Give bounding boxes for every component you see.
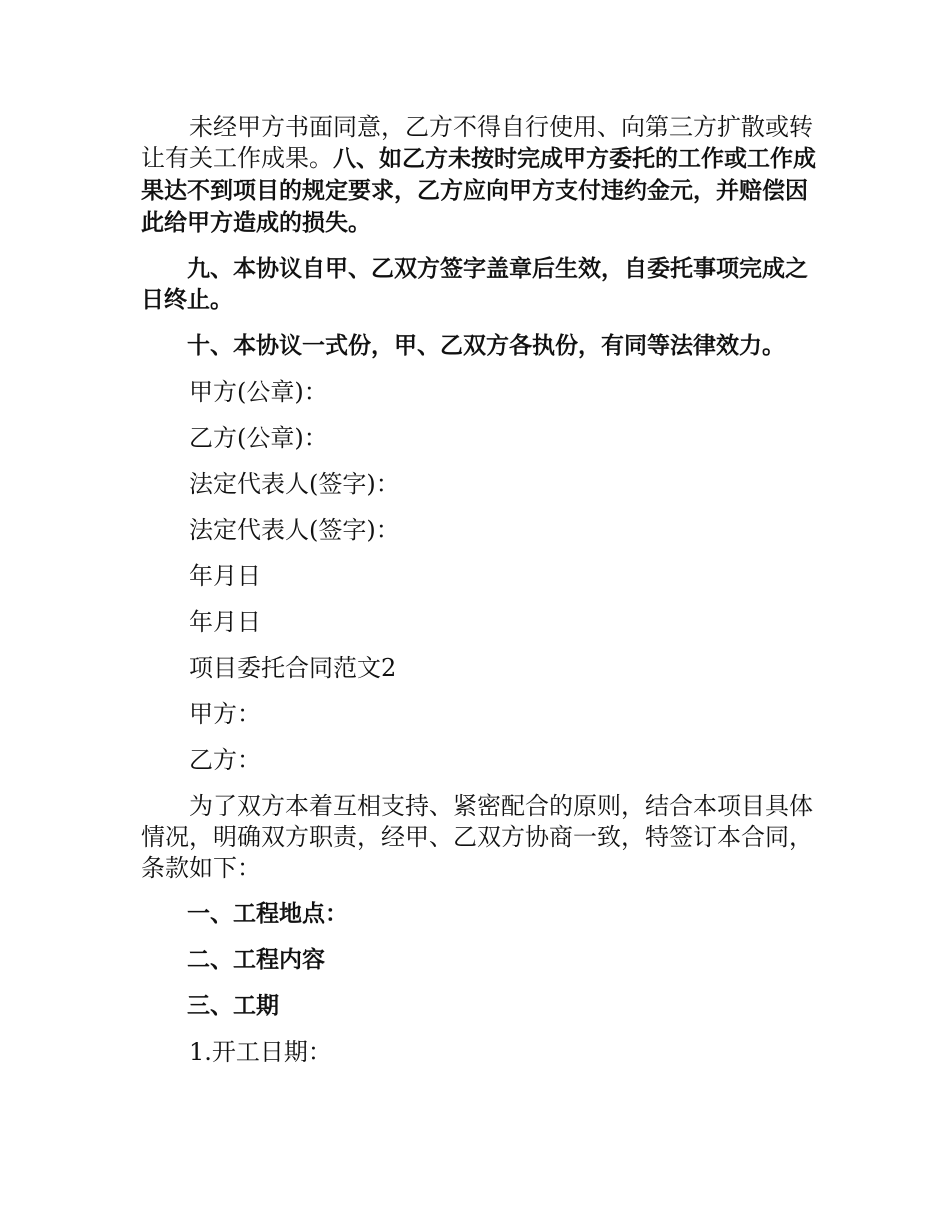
party-b-line: 乙方： bbox=[189, 746, 261, 774]
start-date-line: 1.开工日期： bbox=[189, 1038, 332, 1066]
clause-1-location: 一、工程地点： bbox=[187, 901, 348, 927]
party-a-date-line: 年月日 bbox=[189, 562, 261, 590]
party-a-seal-line: 甲方(公章)： bbox=[189, 378, 328, 406]
document-body bbox=[141, 112, 821, 1083]
party-b-representative-signature-line: 法定代表人(签字)： bbox=[189, 516, 400, 544]
clause-10-copies: 十、本协议一式份，甲、乙双方各执份，有同等法律效力。 bbox=[187, 333, 785, 359]
clause-2-content: 二、工程内容 bbox=[187, 947, 325, 973]
confidentiality-text: 未经甲方书面同意，乙方不得自行使用、向第三方扩散或转让有关工作成果。 bbox=[141, 113, 813, 172]
party-b-seal-line: 乙方(公章)： bbox=[189, 424, 328, 452]
section-title-contract-sample-2: 项目委托合同范文2 bbox=[189, 654, 397, 682]
clause-9-effectiveness: 九、本协议自甲、乙双方签字盖章后生效，自委托事项完成之日终止。 bbox=[141, 256, 808, 313]
party-a-representative-signature-line: 法定代表人(签字)： bbox=[189, 470, 400, 498]
clause-8-breach: 八、如乙方未按时完成甲方委托的工作或工作成果达不到项目的规定要求，乙方应向甲方支付违约金元，并赔偿因此给甲方造成的损失。 bbox=[141, 146, 816, 236]
clause-3-duration: 三、工期 bbox=[187, 993, 279, 1019]
party-b-date-line: 年月日 bbox=[189, 608, 261, 636]
contract-preamble: 为了双方本着互相支持、紧密配合的原则，结合本项目具体情况，明确双方职责，经甲、乙双方协商一致，特签订本合同，条款如下： bbox=[141, 792, 813, 882]
paragraph-confidentiality-and-breach bbox=[141, 112, 821, 239]
party-a-line: 甲方： bbox=[189, 700, 261, 728]
